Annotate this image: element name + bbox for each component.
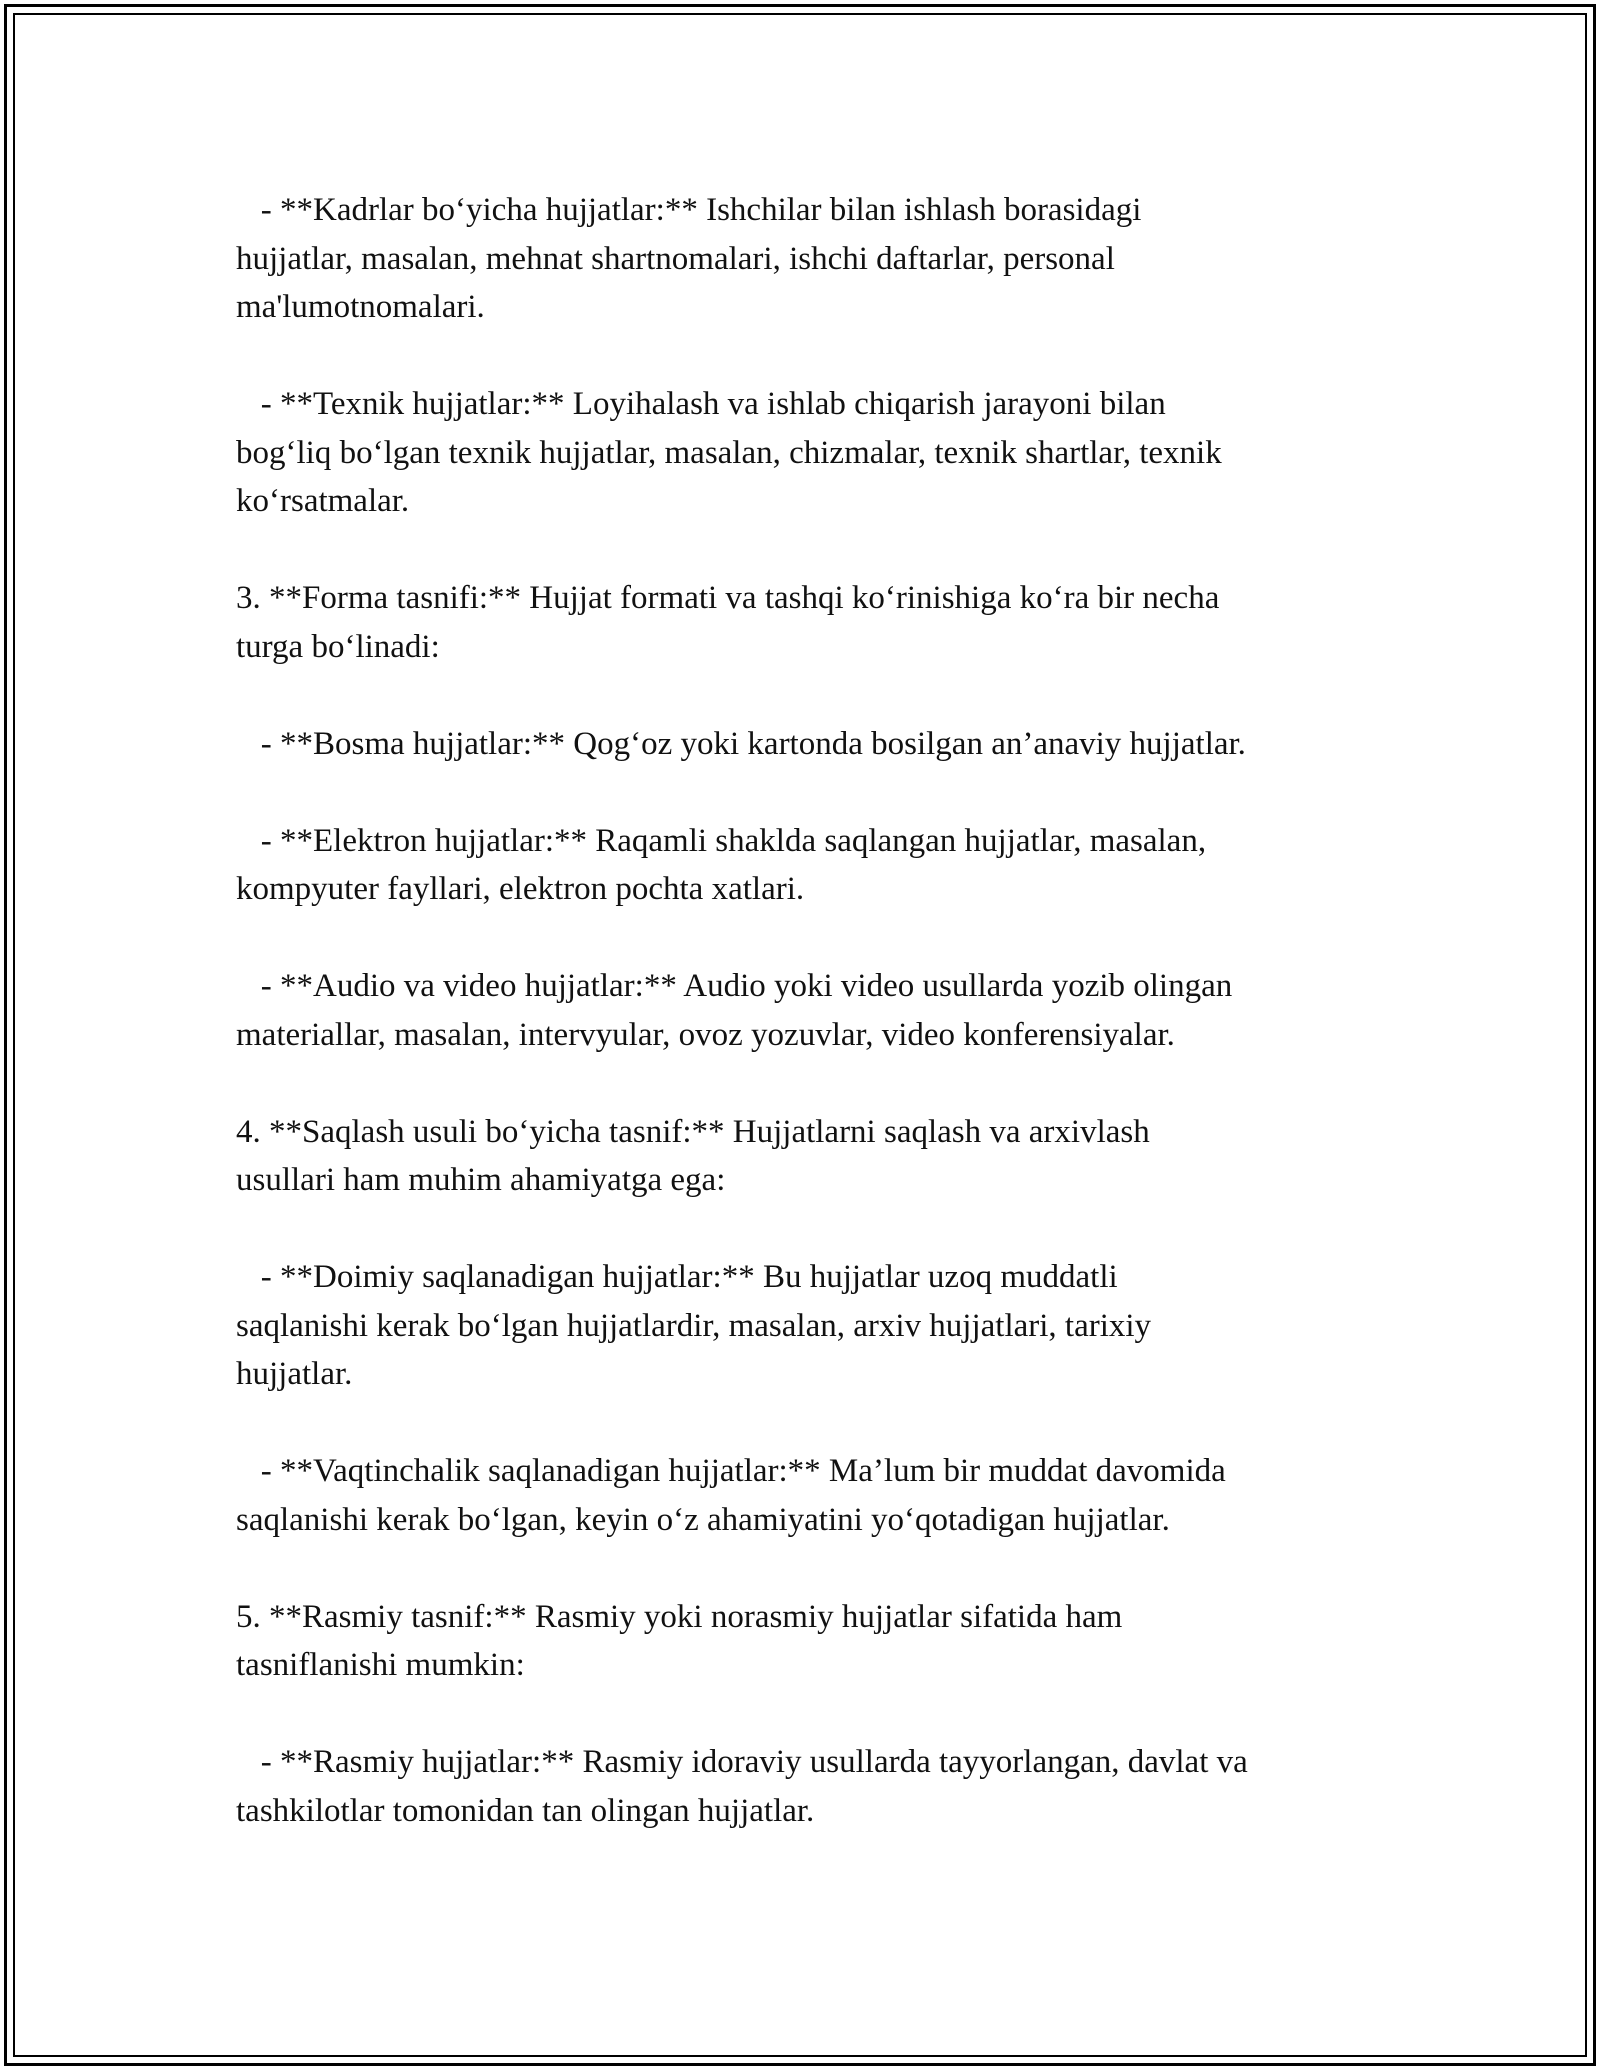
- paragraph-saqlash-usuli: 4. **Saqlash usuli bo‘yicha tasnif:** Hujjatlarni saqlash va arxivlash usullari ham muhim ahamiyatga ega:: [236, 1113, 1150, 1198]
- paragraph-vaqtinchalik: - **Vaqtinchalik saqlanadigan hujjatlar:** Ma’lum bir muddat davomida saqlanishi kerak bo‘lgan, keyin o‘z ahamiyatini yo‘qotadigan hujjatlar.: [236, 1453, 1226, 1538]
- document-body: [236, 186, 1396, 1884]
- paragraph-forma-tasnifi: 3. **Forma tasnifi:** Hujjat formati va tashqi ko‘rinishiga ko‘ra bir necha turga bo‘linadi:: [236, 580, 1220, 665]
- paragraph-bosma: - **Bosma hujjatlar:** Qog‘oz yoki kartonda bosilgan an’anaviy hujjatlar.: [236, 725, 1246, 762]
- paragraph-kadrlar: - **Kadrlar bo‘yicha hujjatlar:** Ishchilar bilan ishlash borasidagi hujjatlar, masalan, mehnat shartnomalari, ishchi daftarlar, personal ma'lumotnomalari.: [236, 192, 1142, 325]
- paragraph-elektron: - **Elektron hujjatlar:** Raqamli shaklda saqlangan hujjatlar, masalan, kompyuter fayllari, elektron pochta xatlari.: [236, 822, 1207, 907]
- paragraph-doimiy: - **Doimiy saqlanadigan hujjatlar:** Bu hujjatlar uzoq muddatli saqlanishi kerak bo‘lgan hujjatlardir, masalan, arxiv hujjatlari, tarixiy hujjatlar.: [236, 1259, 1152, 1392]
- paragraph-audio-video: - **Audio va video hujjatlar:** Audio yoki video usullarda yozib olingan materiallar, masalan, intervyular, ovoz yozuvlar, video konferensiyalar.: [236, 968, 1233, 1053]
- paragraph-rasmiy-hujjatlar: - **Rasmiy hujjatlar:** Rasmiy idoraviy usullarda tayyorlangan, davlat va tashkilotlar tomonidan tan olingan hujjatlar.: [236, 1744, 1248, 1829]
- paragraph-rasmiy-tasnif: 5. **Rasmiy tasnif:** Rasmiy yoki norasmiy hujjatlar sifatida ham tasniflanishi mumkin:: [236, 1598, 1123, 1683]
- paragraph-texnik: - **Texnik hujjatlar:** Loyihalash va ishlab chiqarish jarayoni bilan bog‘liq bo‘lgan texnik hujjatlar, masalan, chizmalar, texnik shartlar, texnik ko‘rsatmalar.: [236, 386, 1222, 519]
